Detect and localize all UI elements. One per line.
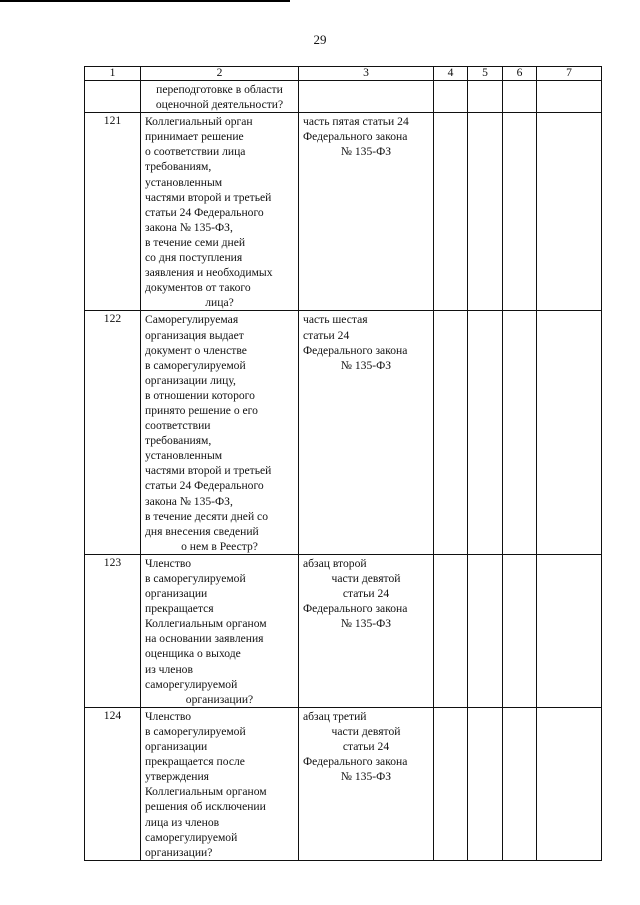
requirement-cell (141, 81, 299, 113)
requirement-line: в отношении которого (145, 388, 255, 402)
requirement-line: Коллегиальным органом (145, 617, 267, 631)
requirement-line: заявления и необходимых (145, 266, 273, 280)
row-number (85, 81, 141, 113)
legal-basis-line: части девятой (331, 724, 401, 738)
requirement-line: документ о членстве (145, 343, 247, 357)
legal-basis-line: № 135-ФЗ (340, 617, 392, 631)
legal-basis-cell (299, 311, 434, 555)
requirement-line: прекращается (145, 602, 214, 616)
row-number: 123 (85, 554, 141, 707)
requirement-line: Коллегиальным органом (145, 785, 267, 799)
header-col-3: 3 (299, 67, 434, 81)
legal-basis-cell (299, 113, 434, 311)
legal-basis-line: Федерального закона (303, 130, 408, 144)
legal-basis-line: часть пятая статьи 24 (303, 115, 409, 129)
requirement-cell (141, 707, 299, 860)
requirement-line: со дня поступления (145, 251, 243, 265)
legal-basis-cell (299, 707, 434, 860)
answer-cell-col-7 (537, 554, 602, 707)
row-number: 124 (85, 707, 141, 860)
requirement-line: установленным (145, 449, 223, 463)
row-number: 121 (85, 113, 141, 311)
requirement-line: в саморегулируемой (145, 358, 246, 372)
requirement-line: саморегулируемой (145, 677, 238, 691)
answer-cell-col-5 (468, 113, 503, 311)
requirement-line: Саморегулируемая (145, 313, 239, 327)
answer-cell-col-5 (468, 311, 503, 555)
requirement-line: переподготовке в области (156, 83, 283, 96)
requirement-line: организации? (145, 845, 213, 859)
table-row (85, 81, 602, 113)
answer-cell-col-4 (434, 311, 468, 555)
legal-basis-cell (299, 81, 434, 113)
answer-cell-col-4 (434, 81, 468, 113)
legal-basis-line: № 135-ФЗ (340, 358, 392, 372)
legal-basis-line: статьи 24 (342, 740, 390, 754)
requirement-line: организации? (185, 692, 254, 706)
header-col-4: 4 (434, 67, 468, 81)
requirement-line: частями второй и третьей (145, 190, 272, 204)
requirement-cell (141, 554, 299, 707)
requirement-cell (141, 113, 299, 311)
requirement-line: Членство (145, 556, 192, 570)
header-col-6: 6 (503, 67, 537, 81)
requirement-line: о соответствии лица (145, 145, 246, 159)
requirement-line: организации лицу, (145, 373, 236, 387)
requirement-line: организации (145, 587, 208, 601)
requirement-line: статьи 24 Федерального (145, 479, 264, 493)
requirement-line: установленным (145, 175, 223, 189)
requirement-line: в саморегулируемой (145, 572, 246, 585)
answer-cell-col-5 (468, 554, 503, 707)
table-row (85, 113, 602, 311)
requirement-line: требованиям, (145, 434, 212, 448)
header-col-5: 5 (468, 67, 503, 81)
answer-cell-col-5 (468, 81, 503, 113)
answer-cell-col-6 (503, 554, 537, 707)
answer-cell-col-4 (434, 113, 468, 311)
requirement-line: из членов (145, 662, 193, 676)
requirement-line: решения об исключении (145, 800, 266, 814)
requirement-line: утверждения (145, 770, 210, 784)
requirement-line: Членство (145, 709, 192, 723)
requirement-line: Коллегиальный орган (145, 115, 253, 129)
requirement-line: прекращается после (145, 755, 245, 769)
header-row (85, 67, 602, 81)
answer-cell-col-7 (537, 311, 602, 555)
requirement-line: частями второй и третьей (145, 464, 272, 478)
answer-cell-col-4 (434, 707, 468, 860)
answer-cell-col-6 (503, 113, 537, 311)
header-col-1: 1 (85, 67, 141, 81)
requirement-line: принимает решение (145, 130, 244, 144)
legal-basis-line: № 135-ФЗ (340, 145, 392, 159)
requirement-line: соответствии (145, 419, 211, 433)
legal-basis-line: Федерального закона (303, 755, 408, 769)
table-row (85, 311, 602, 555)
answer-cell-col-7 (537, 707, 602, 860)
legal-basis-line: абзац третий (303, 709, 367, 723)
requirement-line: закона № 135-ФЗ, (145, 220, 233, 234)
header-col-2: 2 (141, 67, 299, 81)
requirement-line: оценочной деятельности? (155, 98, 284, 112)
requirement-line: лица? (205, 296, 234, 310)
legal-basis-line: № 135-ФЗ (340, 770, 392, 784)
table-body (85, 81, 602, 861)
requirement-line: оценщика о выходе (145, 647, 241, 661)
requirement-line: закона № 135-ФЗ, (145, 494, 233, 508)
requirement-line: лица из членов (145, 815, 220, 829)
requirement-line: на основании заявления (145, 632, 264, 646)
legal-basis-line: Федерального закона (303, 602, 408, 616)
answer-cell-col-6 (503, 707, 537, 860)
legal-basis-line: части девятой (331, 572, 401, 585)
requirement-line: дня внесения сведений (145, 524, 259, 538)
row-number: 122 (85, 311, 141, 555)
requirement-line: в течение десяти дней со (145, 509, 269, 523)
answer-cell-col-5 (468, 707, 503, 860)
scan-edge-line (0, 0, 290, 2)
answer-cell-col-6 (503, 81, 537, 113)
requirement-line: саморегулируемой (145, 830, 238, 844)
legal-basis-line: Федерального закона (303, 343, 408, 357)
legal-basis-line: часть шестая (303, 313, 368, 327)
checklist-table (84, 66, 602, 861)
legal-basis-line: статьи 24 (303, 328, 350, 342)
requirement-line: организация выдает (145, 328, 244, 342)
table-row (85, 554, 602, 707)
requirement-line: требованиям, (145, 160, 212, 174)
header-col-7: 7 (537, 67, 602, 81)
answer-cell-col-6 (503, 311, 537, 555)
requirement-cell (141, 311, 299, 555)
requirement-line: о нем в Реестр? (181, 539, 258, 553)
legal-basis-cell (299, 554, 434, 707)
answer-cell-col-4 (434, 554, 468, 707)
requirement-line: в саморегулируемой (145, 724, 246, 738)
requirement-line: документов от такого (145, 281, 251, 295)
legal-basis-line: статьи 24 (342, 587, 390, 601)
page-number: 29 (313, 32, 327, 47)
requirement-line: организации (145, 740, 208, 754)
legal-basis-line: абзац второй (303, 556, 367, 570)
requirement-line: принято решение о его (145, 403, 258, 417)
table-row (85, 707, 602, 860)
answer-cell-col-7 (537, 81, 602, 113)
answer-cell-col-7 (537, 113, 602, 311)
requirement-line: в течение семи дней (145, 235, 246, 249)
table-header (85, 67, 602, 81)
requirement-line: статьи 24 Федерального (145, 205, 264, 219)
